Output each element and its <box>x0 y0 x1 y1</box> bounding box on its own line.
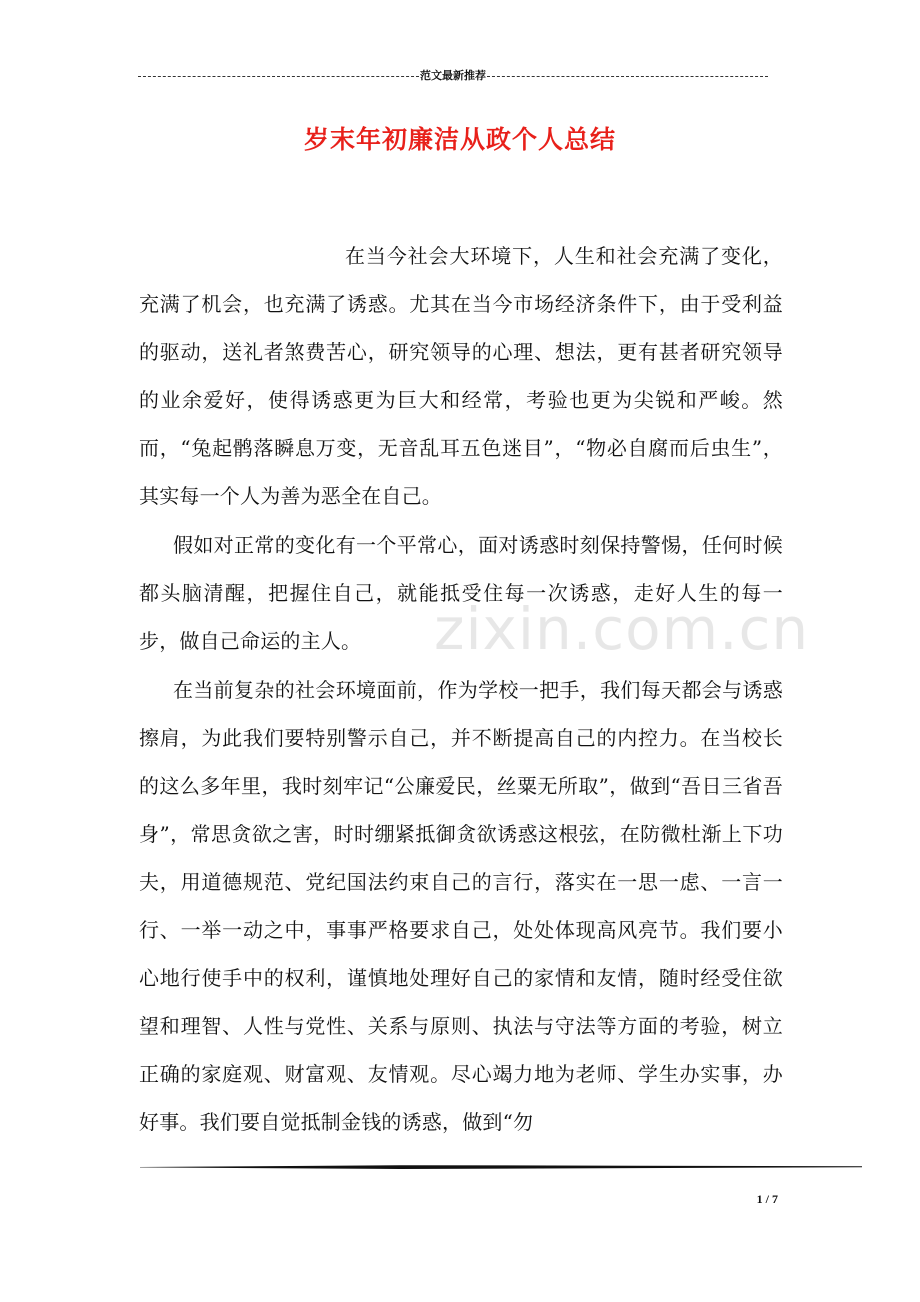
page-header <box>138 68 768 84</box>
document-body <box>139 232 783 1146</box>
document-title: 岁末年初廉洁从政个人总结 <box>303 125 616 154</box>
watermark: zixin.com.cn <box>434 595 810 663</box>
header-dashes-right <box>487 76 768 77</box>
header-dashes-left <box>138 76 419 77</box>
page-number: 1 / 7 <box>756 1192 778 1206</box>
paragraph-1: 在当今社会大环境下，人生和社会充满了变化，充满了机会，也充满了诱惑。尤其在当今市场经济条件下，由于受利益的驱动，送礼者煞费苦心，研究领导的心理、想法，更有甚者研究领导的业余爱好，使得诱惑更为巨大和经常，考验也更为尖锐和严峻。然而，“兔起鹘落瞬息万变，无音乱耳五色迷目”，“物必自腐而后虫生”，其实每一个人为善为恶全在自己。 <box>139 244 783 508</box>
footer-rule <box>140 1165 862 1169</box>
paragraph-2: 假如对正常的变化有一个平常心，面对诱惑时刻保持警惕，任何时候都头脑清醒，把握住自己，就能抵受住每一次诱惑，走好人生的每一步，做自己命运的主人。 <box>139 533 783 653</box>
header-label: 范文最新推荐 <box>420 69 486 82</box>
paragraph-3: 在当前复杂的社会环境面前，作为学校一把手，我们每天都会与诱惑擦肩，为此我们要特别警示自己，并不断提高自己的内控力。在当校长的这么多年里，我时刻牢记“公廉爱民，丝粟无所取”，做到“吾日三省吾身”，常思贪欲之害，时时绷紧抵御贪欲诱惑这根弦，在防微杜渐上下功夫，用道德规范、党纪国法约束自己的言行，落实在一思一虑、一言一行、一举一动之中，事事严格要求自己，处处体现高风亮节。我们要小心地行使手中的权利，谨慎地处理好自己的家情和友情，随时经受住欲望和理智、人性与党性、关系与原则、执法与守法等方面的考验，树立正确的家庭观、财富观、友情观。尽心竭力地为老师、学生办实事，办好事。我们要自觉抵制金钱的诱惑，做到“勿 <box>139 678 783 1134</box>
